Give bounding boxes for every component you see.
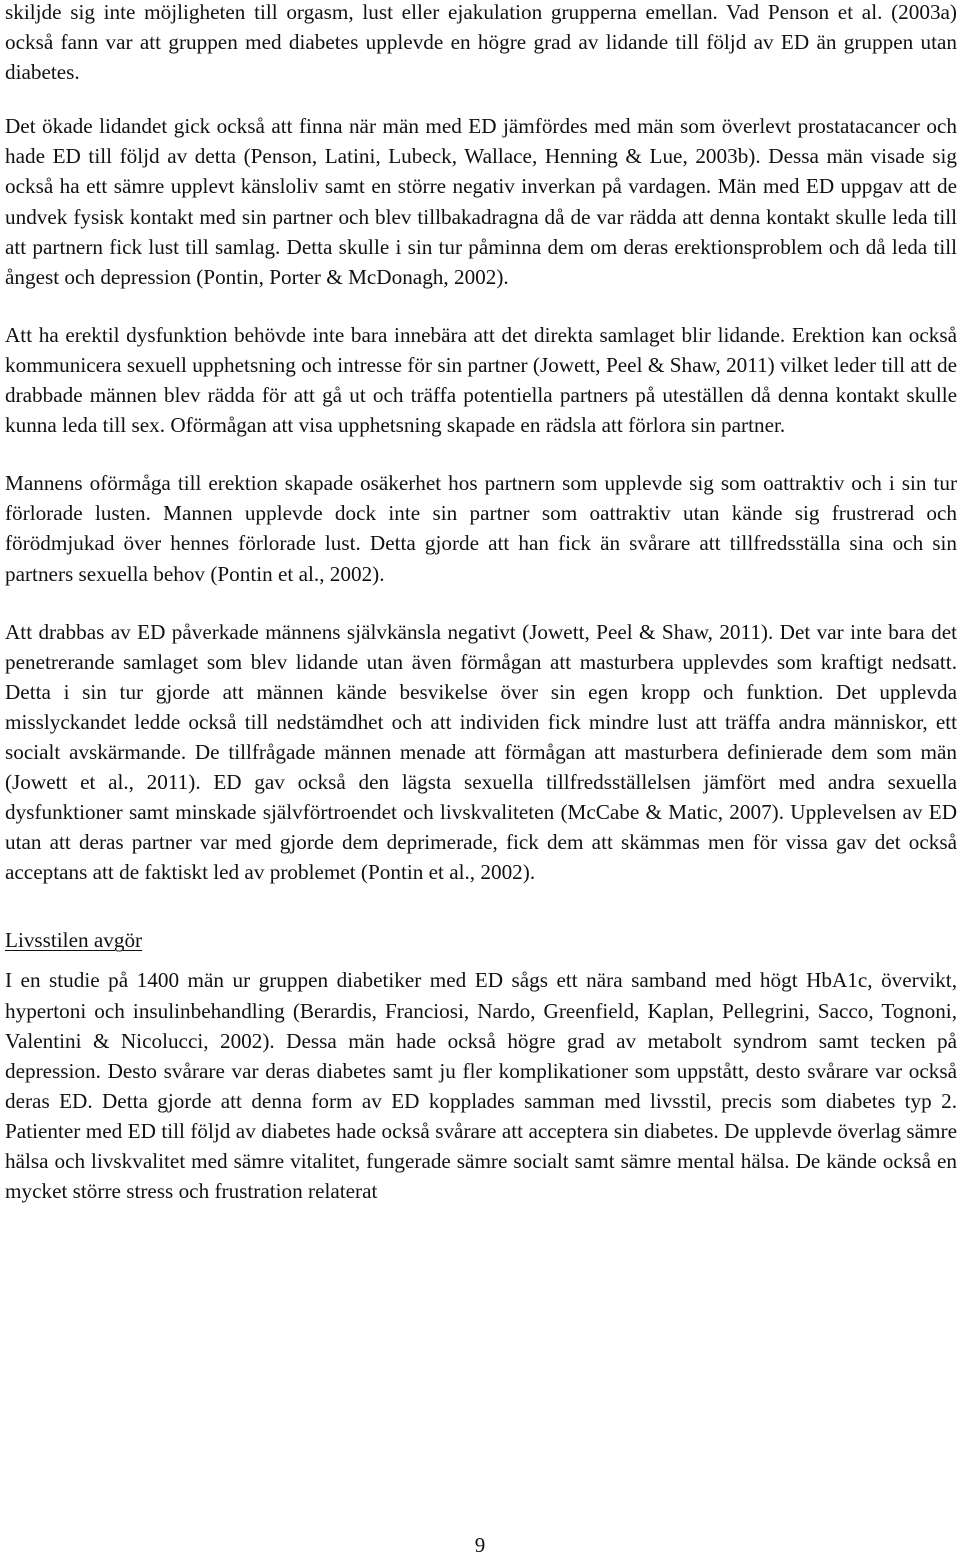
- paragraph-prostate-cancer-comparison: Det ökade lidandet gick också att finna när män med ED jämfördes med män som överlevt prostatacancer och hade ED till följd av detta (Penson, Latini, Lubeck, Wallace, Henning & Lue, 2003b). Dessa män visade sig också ha ett sämre upplevt känsloliv samt en större negativ inverkan på vardagen. Män med ED uppgav att de undvek fysisk kontakt med sin partner och blev tillbakadragna då de var rädda att denna kontakt skulle leda till att partnern fick lust till samlag. Detta skulle i sin tur påminna dem om deras erektionsproblem och då leda till ångest och depression (Pontin, Porter & McDonagh, 2002).: [5, 114, 957, 289]
- paragraph-continuation: skiljde sig inte möjligheten till orgasm, lust eller ejakulation grupperna emellan. Vad Penson et al. (2003a) också fann var att gruppen med diabetes upplevde en högre grad av lidande till följd av ED än gruppen utan diabetes.: [5, 0, 957, 85]
- page-number: 9: [474, 1533, 486, 1557]
- section-heading: Livsstilen avgör: [5, 928, 143, 953]
- paragraph-partner-insecurity: Mannens oförmåga till erektion skapade osäkerhet hos partnern som upplevde sig som oattraktiv och i sin tur förlorade lusten. Mannen upplevde dock inte sin partner som oattraktiv utan kände sig frustrerad och förödmjukad över hennes förlorade lust. Detta gjorde att han fick än svårare att tillfredsställa sina och sin partners sexuella behov (Pontin et al., 2002).: [5, 471, 957, 586]
- paragraph-erection-communication: Att ha erektil dysfunktion behövde inte bara innebära att det direkta samlaget blir lidande. Erektion kan också kommunicera sexuell upphetsning och intresse för sin partner (Jowett, Peel & Shaw, 2011) vilket leder till att de drabbade männen blev rädda för att gå ut och träffa potentiella partners på uteställen då denna kontakt skulle kunna leda till sex. Oförmågan att visa upphetsning skapade en rädsla att förlora sin partner.: [5, 322, 957, 438]
- document-body: [5, 0, 957, 1206]
- paragraph-lifestyle-study: I en studie på 1400 män ur gruppen diabetiker med ED sågs ett nära samband med högt HbA1c, övervikt, hypertoni och insulinbehandling (Berardis, Franciosi, Nardo, Greenfield, Kaplan, Pellegrini, Sacco, Tognoni, Valentini & Nicolucci, 2002). Dessa män hade också högre grad av metabolt syndrom samt tecken på depression. Desto svårare var deras diabetes samt ju fler komplikationer som uppstått, desto svårare var också deras ED. Detta gjorde att denna form av ED kopplades samman med livsstil, precis som diabetes typ 2. Patienter med ED till följd av diabetes hade också svårare att acceptera sin diabetes. De upplevde överlag sämre hälsa och livskvalitet med sämre vitalitet, fungerade sämre socialt samt sämre mental hälsa. De kände också en mycket större stress och frustration relaterat: [5, 968, 957, 1204]
- paragraph-self-esteem: Att drabbas av ED påverkade männens självkänsla negativt (Jowett, Peel & Shaw, 2011). Det var inte bara det penetrerande samlaget som blev lidande utan även förmågan att masturbera upplevdes som kraftigt nedsatt. Detta i sin tur gjorde att männen kände besvikelse över sin egen kropp och funktion. Det upplevda misslyckandet ledde också till nedstämdhet och att individen fick mindre lust att träffa andra människor, ett socialt avskärmande. De tillfrågade männen menade att förmågan att masturbera definierade dem som män (Jowett et al., 2011). ED gav också den lägsta sexuella tillfredsställelsen jämfört med andra sexuella dysfunktioner samt minskade självförtroendet och livskvaliteten (McCabe & Matic, 2007). Upplevelsen av ED utan att deras partner var med gjorde dem deprimerade, fick dem att skämmas men för vissa gav det också acceptans att de faktiskt led av problemet (Pontin et al., 2002).: [5, 619, 957, 885]
